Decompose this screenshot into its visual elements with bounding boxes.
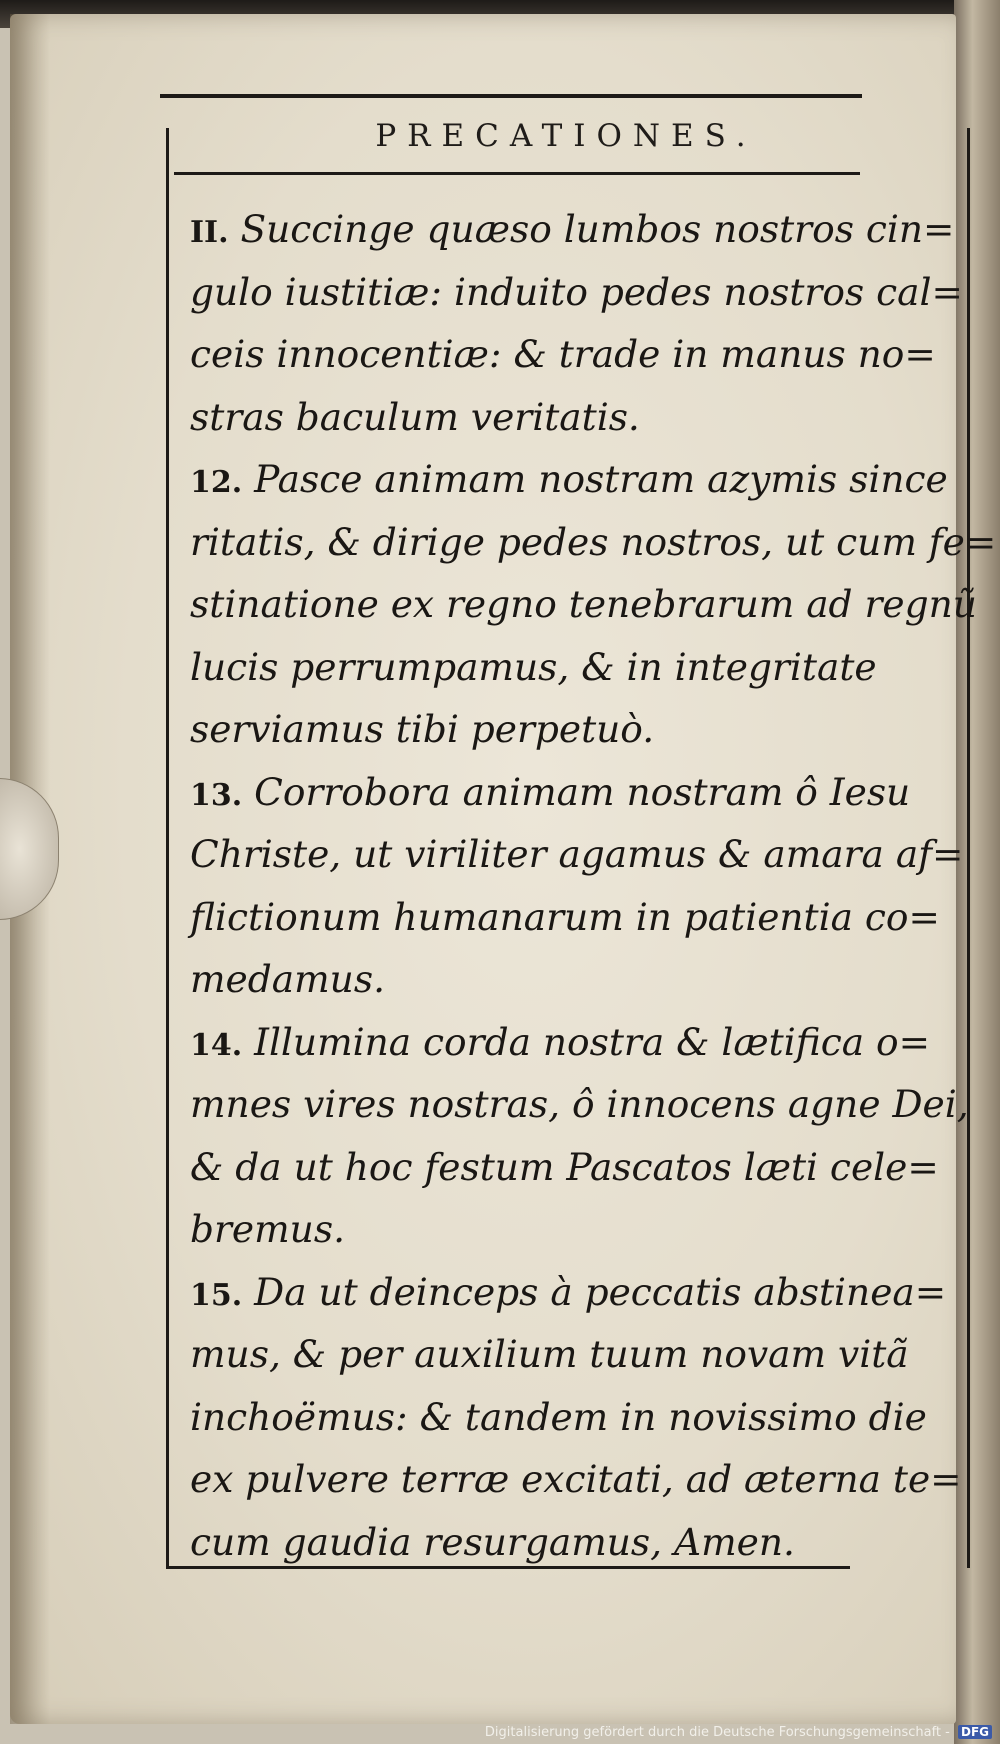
line-text: cum gaudia resurgamus, Amen. bbox=[190, 1519, 795, 1564]
line-text: Illumina corda nostra & lætifica o= bbox=[254, 1019, 930, 1064]
text-line bbox=[190, 1511, 946, 1574]
line-text: medamus. bbox=[190, 957, 385, 1001]
line-text: mus, & per auxilium tuum novam vitã bbox=[190, 1332, 909, 1376]
line-text: Succinge quæso lumbos nostros cin= bbox=[240, 207, 955, 251]
text-line bbox=[190, 573, 977, 636]
text-line bbox=[190, 886, 946, 949]
line-text: Corrobora animam nostram ô Iesu bbox=[254, 769, 911, 814]
text-line bbox=[190, 1136, 946, 1199]
line-text: ceis innocentiæ: & trade in manus no= bbox=[190, 332, 936, 376]
line-text: ex pulvere terræ excitati, ad æterna te= bbox=[190, 1457, 962, 1501]
text-line bbox=[190, 1198, 946, 1261]
prayer-number: 15. bbox=[190, 1277, 243, 1313]
text-line bbox=[190, 323, 946, 386]
line-text: inchoëmus: & tandem in novissimo die bbox=[190, 1394, 927, 1439]
line-text: Pasce animam nostram azymis since bbox=[254, 457, 948, 501]
text-line bbox=[190, 386, 946, 449]
text-line bbox=[190, 1261, 946, 1324]
line-text: bremus. bbox=[190, 1207, 345, 1251]
text-line bbox=[190, 1011, 946, 1074]
text-line bbox=[190, 948, 946, 1011]
text-line bbox=[190, 1323, 946, 1386]
prayer-number: 12. bbox=[190, 465, 243, 500]
text-line bbox=[190, 1073, 969, 1136]
text-line bbox=[190, 1448, 962, 1511]
line-text: lucis perrumpamus, & in integritate bbox=[190, 644, 877, 689]
line-text: ritatis, & dirige pedes nostros, ut cum fe= bbox=[190, 519, 997, 564]
line-text: flictionum humanarum in patientia co= bbox=[190, 894, 940, 939]
line-text: stinatione ex regno tenebrarum ad regnũ bbox=[190, 582, 977, 626]
credit-text: Digitalisierung gefördert durch die Deutsche Forschungsgemeinschaft - bbox=[484, 1725, 950, 1740]
prayer-text bbox=[190, 198, 997, 1573]
text-line bbox=[190, 261, 963, 324]
line-text: Da ut deinceps à peccatis abstinea= bbox=[254, 1269, 947, 1314]
text-line bbox=[190, 511, 997, 574]
digitization-credit bbox=[485, 1725, 992, 1740]
text-line bbox=[190, 761, 946, 824]
line-text: Christe, ut viriliter agamus & amara af= bbox=[190, 832, 964, 876]
prayer-number: 14. bbox=[190, 1027, 243, 1063]
text-line bbox=[190, 698, 946, 761]
text-line bbox=[190, 198, 955, 261]
text-line bbox=[190, 823, 964, 886]
prayer-number: II. bbox=[190, 215, 229, 250]
text-line bbox=[190, 1386, 946, 1449]
line-text: gulo iustitiæ: induito pedes nostros cal= bbox=[190, 269, 963, 314]
text-line bbox=[190, 636, 946, 699]
line-text: & da ut hoc festum Pascatos læti cele= bbox=[190, 1144, 939, 1189]
dfg-logo: DFG bbox=[958, 1725, 992, 1739]
line-text: mnes vires nostras, ô innocens agne Dei, bbox=[190, 1082, 969, 1126]
line-text: stras baculum veritatis. bbox=[190, 394, 640, 439]
line-text: serviamus tibi perpetuò. bbox=[190, 707, 655, 751]
prayer-number: 13. bbox=[190, 777, 243, 813]
running-header: PRECATIONES. bbox=[375, 118, 757, 154]
top-rule bbox=[160, 94, 862, 98]
text-line bbox=[190, 448, 946, 511]
